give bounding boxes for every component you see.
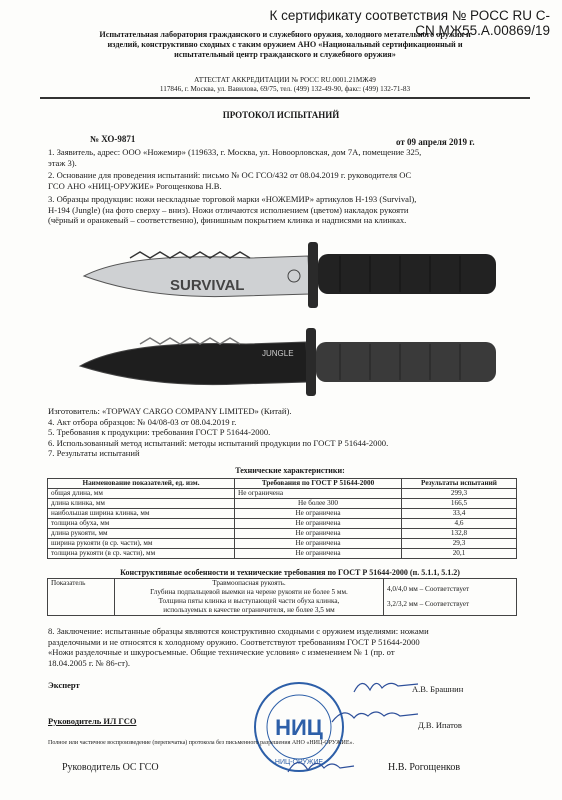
table-header-row <box>48 479 517 489</box>
table-row: ширина рукояти (в ср. части), мм Не ограничена 29,3 <box>48 539 517 549</box>
head-os-label: Руководитель ОС ГСО <box>62 762 159 773</box>
certificate-reference: К сертификату соответствия № РОСС RU C-CN.МЖ55.А.00869/19 <box>269 8 550 38</box>
table-row: толщина рукояти (в ср. части), мм Не ограничена 20,1 <box>48 549 517 559</box>
tech-heading: Технические характеристики: <box>235 466 345 475</box>
table-row: наибольшая ширина клинка, мм Не ограничена 33,4 <box>48 509 517 519</box>
col-result: Результаты испытаний <box>402 479 517 489</box>
jungle-blade-text: JUNGLE <box>262 349 294 358</box>
head-il-signature <box>330 702 420 726</box>
expert-label: Эксперт <box>48 680 80 690</box>
construct-requirements: Травмоопасная рукоять. Глубина подпальцевой выемки на черене рукояти не более 5 мм. Толщина пяты клинка и выступающей части обуха клинка, используемых в качестве ограничителя, не более 3,5 мм <box>115 579 384 616</box>
protocol-title: ПРОТОКОЛ ИСПЫТАНИЙ <box>222 110 340 120</box>
table-row: общая длина, мм Не ограничена 299,3 <box>48 489 517 499</box>
head-il-label: Руководитель ИЛ ГСО <box>48 716 137 726</box>
table-row: толщина обуха, мм Не ограничена 4,6 <box>48 519 517 529</box>
header-rule <box>40 97 530 99</box>
table-row: длина рукояти, мм Не ограничена 132,8 <box>48 529 517 539</box>
knife-survival-photo <box>70 236 510 316</box>
indicator-label: Показатель <box>48 579 115 616</box>
protocol-number: № ХО-9871 <box>90 134 136 144</box>
head-os-name: Н.В. Рогощенков <box>388 762 461 773</box>
accreditation: АТТЕСТАТ АККРЕДИТАЦИИ № РОСС RU.0001.21МЖ49 <box>194 76 376 84</box>
item-basis: 2. Основание для проведения испытаний: письмо № ОС ГСО/432 от 08.04.2019 г. руководителя ОС ГСО АНО «НИЦ-ОРУЖИЕ» Рогощенкова Н.В. <box>48 170 412 191</box>
copy-notice: Полное или частичное воспроизведение (перепечатка) протокола без письменного разрешения АНО «НИЦ-ОРУЖИЕ». <box>48 740 354 746</box>
knife-jungle-photo <box>70 322 510 402</box>
address: 117846, г. Москва, ул. Вавилова, 69/75, тел. (499) 132-49-90, факс: (499) 132-71-83 <box>159 85 411 93</box>
tech-table <box>47 478 517 559</box>
col-requirement: Требования по ГОСТ Р 51644-2000 <box>235 479 402 489</box>
construct-table <box>47 578 517 616</box>
item-samples: 3. Образцы продукции: ножи нескладные торговой марки «НОЖЕМИР» артикулов Н-193 (Survival), Н-194 (Jungle) (на фото сверху – вниз). Ножи отличаются исполнением (цветом) накладок рукояти (чёрный и оранжевый – соответственно), финишным покрытием клинка и надписями на клинках. <box>48 194 417 226</box>
stamp-center-text: НИЦ <box>275 715 323 740</box>
table-row: длина клинка, мм Не более 300 166,5 <box>48 499 517 509</box>
survival-blade-text: SURVIVAL <box>170 277 245 294</box>
accreditation-block <box>40 76 530 94</box>
expert-name: А.В. Брашнин <box>412 684 464 694</box>
construct-heading: Конструктивные особенности и технические требования по ГОСТ Р 51644-2000 (п. 5.1.1, 5.1.2) <box>120 568 460 577</box>
stamp-ring-text: НИЦ-ОРУЖИЕ <box>274 759 324 766</box>
construct-results: 4,0/4,0 мм – Соответствует 3,2/3,2 мм – Соответствует <box>384 579 517 616</box>
item-applicant: 1. Заявитель, адрес: ООО «Ножемир» (119633, г. Москва, ул. Новоорловская, дом 7А, помещение 325, этаж 3). <box>48 147 422 168</box>
head-os-signature <box>286 752 356 778</box>
protocol-date: от 09 апреля 2019 г. <box>396 137 475 147</box>
item-manufacturer-list: Изготовитель: «TOPWAY CARGO COMPANY LIMITED» (Китай). 4. Акт отбора образцов: № 04/08-03 от 08.04.2019 г. 5. Требования к продукции: требования ГОСТ Р 51644-2000. 6. Использованный метод испытаний: методы испытаний продукции по ГОСТ Р 51644-2000. 7. Результаты испытаний <box>48 406 389 459</box>
conclusion: 8. Заключение: испытанные образцы являются конструктивно сходными с оружием изделиями: ножами разделочными и не относятся к холодному оружию. Соответствуют требованиям ГОСТ Р 51644-2000 «Ножи разделочные и шкуросъемные. Общие технические условия» с изменением № 1 (пр. от 18.04.2005 г. № 86-ст). <box>48 626 429 668</box>
col-name: Наименование показателей, ед. изм. <box>48 479 235 489</box>
lab-name: Испытательная лаборатория гражданского и служебного оружия, холодного метательного оружия и изделий, конструктивно сходных с таким оружием АНО «Национальный сертификационный и испытательный центр гражданского и служебного оружия» <box>99 30 471 59</box>
head-il-name: Д.В. Ипатов <box>418 720 462 730</box>
